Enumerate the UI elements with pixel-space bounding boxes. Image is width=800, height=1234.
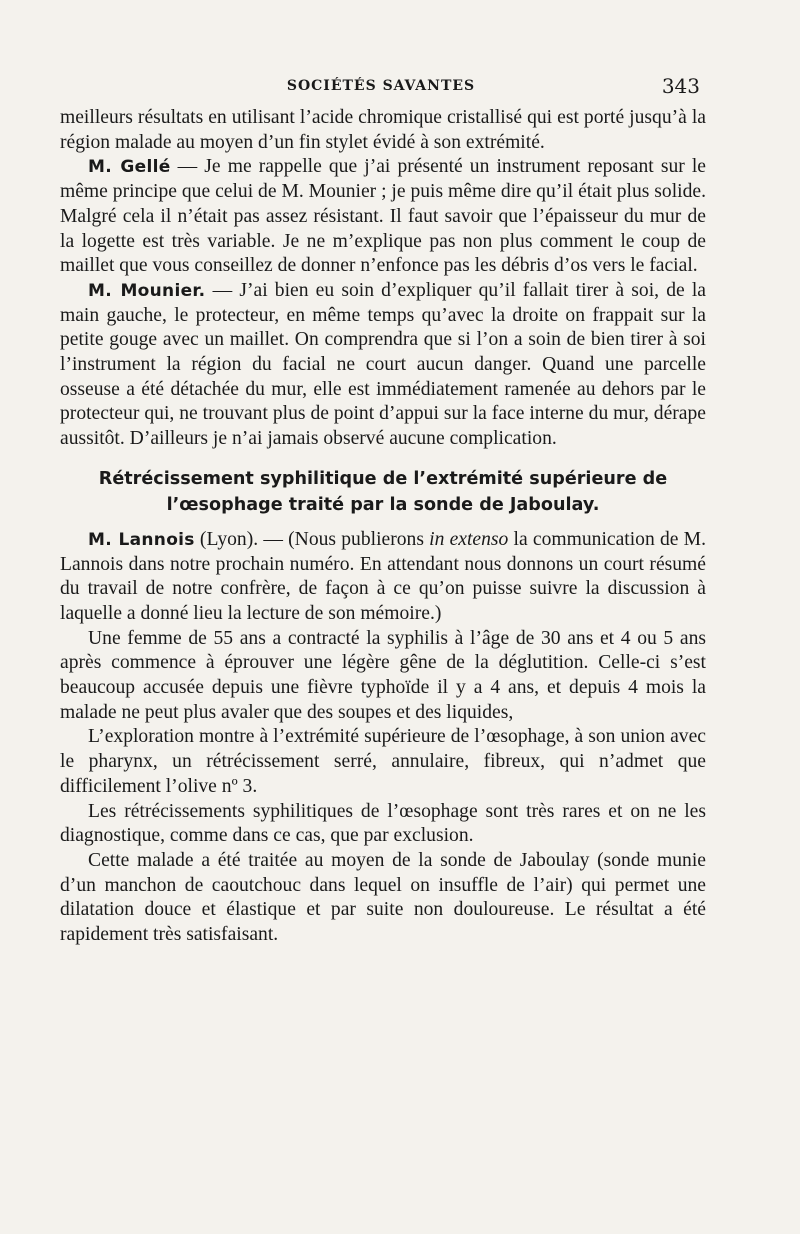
paragraph-mounier xyxy=(60,279,706,452)
body-text xyxy=(60,106,706,948)
paragraph-gelle xyxy=(60,155,706,279)
paragraph-continuation: meilleurs résultats en utilisant l’acide chromique cristallisé qui est porté jusqu’à la région malade au moyen d’un fin stylet évidé à son extrémité. xyxy=(60,107,706,153)
section-title-line: Rétrécissement syphilitique de l’extrémité supérieure de xyxy=(98,468,668,489)
paragraph-text: la communication de M. Lannois dans notre prochain numéro. En attendant nous donnons un court résumé du travail de notre confrère, de façon à ce qu’on puisse suivre la discussion à laquelle a donné lieu la lecture de son mémoire.) xyxy=(60,528,706,624)
paragraph-lannois xyxy=(60,528,706,627)
speaker-name: M. Gellé xyxy=(88,157,171,178)
paragraph-text: (Lyon). — (Nous publierons xyxy=(194,528,430,550)
paragraph-rarity: Les rétrécissements syphilitiques de l’œsophage sont très rares et on ne les diagnostique, comme dans ce cas, que par exclusion. xyxy=(60,800,706,847)
paragraph-text: — J’ai bien eu soin d’expliquer qu’il fallait tirer à soi, de la main gauche, le protecteur, en même temps qu’avec la droite on frappait sur la petite gouge avec un maillet. On comprendra que si l’on a soin de bien tirer à soi l’instrument la région du facial ne court aucun danger. Quand une parcelle osseuse a été détachée du mur, elle est immédiatement ramenée au dehors par le protecteur qui, ne trouvant plus de point d’appui sur la face interne du mur, dérape aussitôt. D’ailleurs je n’ai jamais observé aucune complication. xyxy=(60,279,707,450)
running-head xyxy=(62,76,700,98)
section-title xyxy=(60,466,706,518)
running-title: SOCIÉTÉS SAVANTES xyxy=(286,78,476,94)
italic-phrase: in extenso xyxy=(429,528,509,550)
speaker-name: M. Lannois xyxy=(88,529,195,550)
page-number: 343 xyxy=(661,74,700,98)
speaker-name: M. Mounier. xyxy=(88,280,206,301)
paragraph-treatment: Cette malade a été traitée au moyen de la sonde de Jaboulay (sonde munie d’un manchon de caoutchouc dans lequel on insuffle de l’air) qui permet une dilatation douce et élastique et par suite non douloureuse. Le résultat a été rapidement très satisfaisant. xyxy=(60,849,706,946)
paragraph-exploration: L’exploration montre à l’extrémité supérieure de l’œsophage, à son union avec le pharynx, un rétrécissement serré, annulaire, fibreux, qui n’admet que difficilement l’olive nº 3. xyxy=(60,726,706,797)
paragraph-case: Une femme de 55 ans a contracté la syphilis à l’âge de 30 ans et 4 ou 5 ans après commence à éprouver une légère gêne de la déglutition. Celle-ci s’est beaucoup accusée depuis une fièvre typhoïde il y a 4 ans, et depuis 4 mois la malade ne peut plus avaler que des soupes et des liquides, xyxy=(60,627,706,723)
section-title-line: l’œsophage traité par la sonde de Jaboulay. xyxy=(166,494,600,515)
paragraph-text: — Je me rappelle que j’ai présenté un instrument reposant sur le même principe que celui de M. Mounier ; je puis même dire qu’il était plus solide. Malgré cela il n’était pas assez résistant. Il faut savoir que l’épaisseur du mur de la logette est très variable. Je ne m’explique pas non plus comment le coup de maillet que vous conseillez de donner n’enfonce pas les débris d’os vers le facial. xyxy=(60,156,706,277)
